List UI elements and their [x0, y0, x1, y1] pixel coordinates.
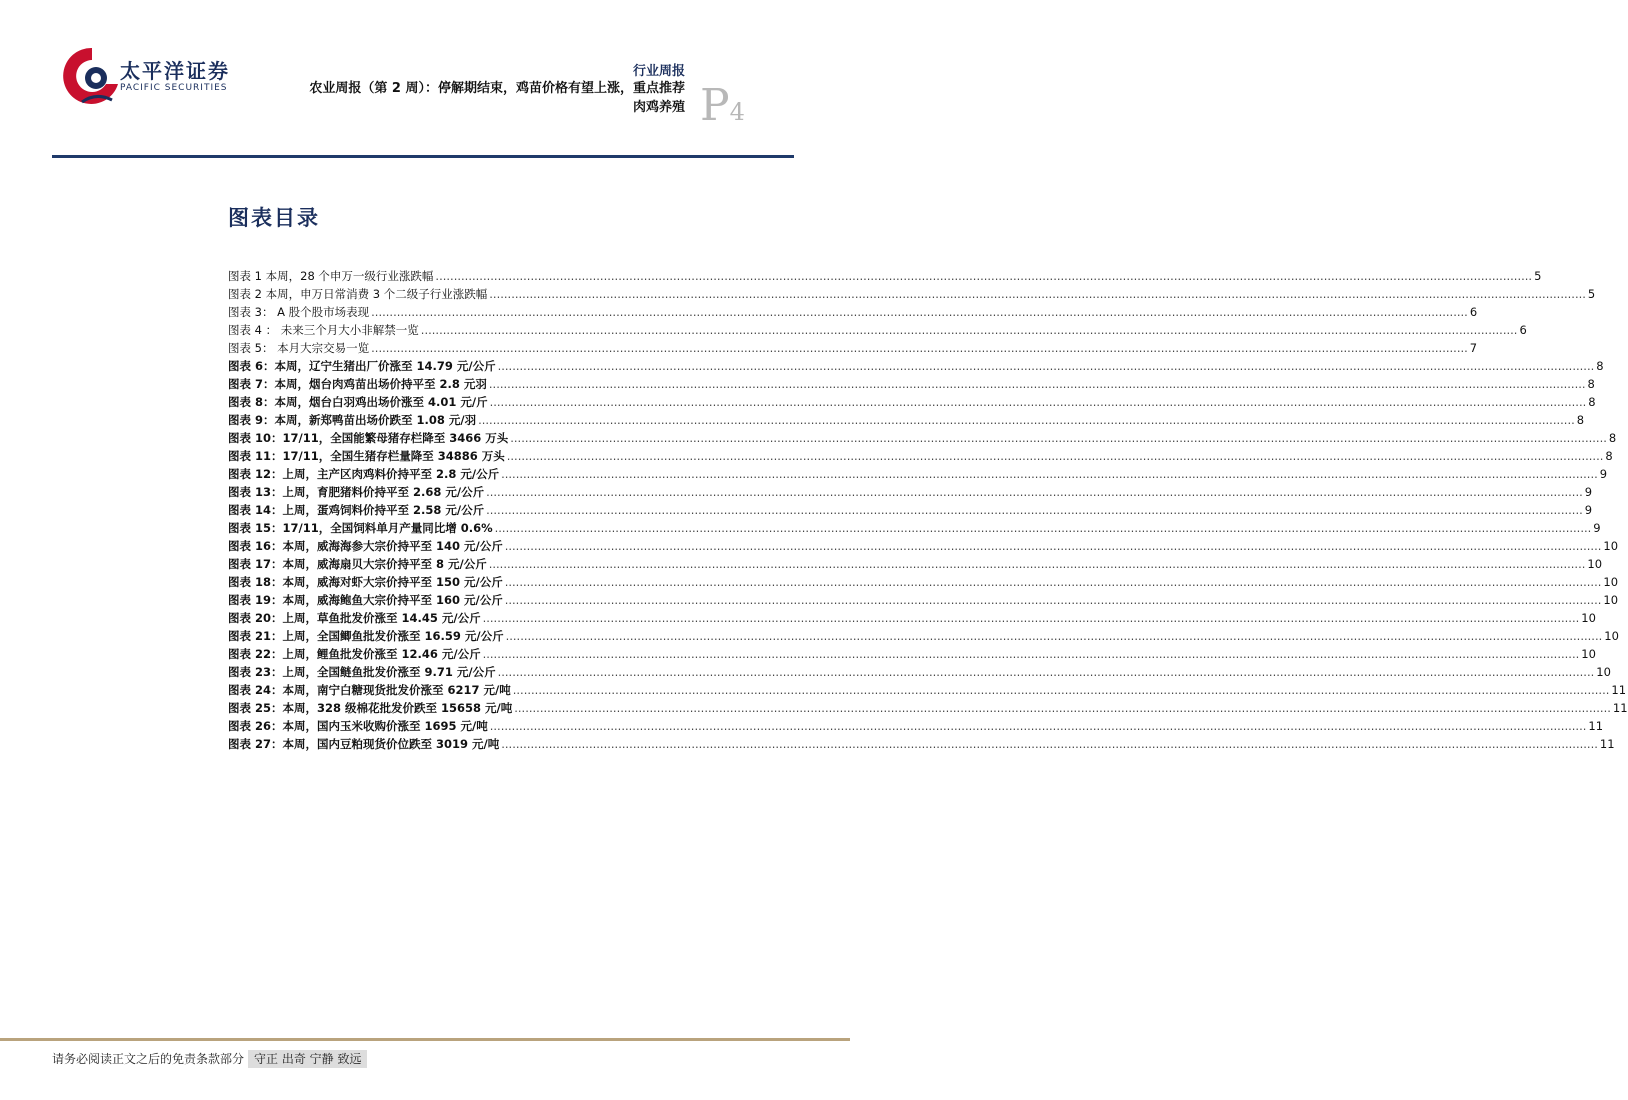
toc-entry-leader: ............................................................................................................................................................................................................................................................................................................	[435, 269, 1533, 283]
toc-entry-page: 8	[1588, 395, 1596, 409]
toc-entry-leader: ............................................................................................................................................................................................................................................................................................................	[506, 449, 1604, 463]
toc-entry-leader: ............................................................................................................................................................................................................................................................................................................	[489, 719, 1587, 733]
toc-entry[interactable]	[228, 448, 1613, 466]
toc-entry-leader: ............................................................................................................................................................................................................................................................................................................	[510, 431, 1607, 445]
toc-entry-leader: ............................................................................................................................................................................................................................................................................................................	[505, 629, 1603, 643]
toc-entry-page: 6	[1519, 323, 1527, 337]
page-number	[700, 80, 745, 131]
toc-entry-leader: ............................................................................................................................................................................................................................................................................................................	[371, 305, 1468, 319]
toc-entry-page: 9	[1599, 467, 1608, 481]
toc-entry-label: 图表 25：本周，328 级棉花批发价跌至 15658 元/吨	[228, 701, 513, 715]
toc-entry-leader: ............................................................................................................................................................................................................................................................................................................	[497, 359, 1595, 373]
toc-entry-label: 图表 6：本周，辽宁生猪出厂价涨至 14.79 元/公斤	[228, 359, 496, 373]
toc-entry-label: 图表 15：17/11，全国饲料单月产量同比增 0.6%	[228, 521, 493, 535]
footer-motto: 守正 出奇 宁静 致远	[248, 1050, 367, 1068]
toc-entry-label: 图表 16：本周，威海海参大宗价持平至 140 元/公斤	[228, 539, 503, 553]
toc-entry-leader: ............................................................................................................................................................................................................................................................................................................	[489, 287, 1586, 301]
toc-entry-label: 图表 20：上周，草鱼批发价涨至 14.45 元/公斤	[228, 611, 481, 625]
toc-entry[interactable]	[228, 502, 1593, 520]
page-prefix: P	[700, 80, 730, 131]
footer-disclaimer: 请务必阅读正文之后的免责条款部分	[52, 1052, 245, 1066]
toc-entry-leader: ............................................................................................................................................................................................................................................................................................................	[501, 467, 1598, 481]
toc-entry-page: 10	[1603, 593, 1619, 607]
toc-entry-label: 图表 3： A 股个股市场表现	[228, 305, 370, 319]
toc-entry-label: 图表 26：本周，国内玉米收购价涨至 1695 元/吨	[228, 719, 488, 733]
toc-entry-page: 8	[1576, 413, 1585, 427]
toc-entry-label: 图表 27：本周，国内豆粕现货价位跌至 3019 元/吨	[228, 737, 500, 751]
toc-entry[interactable]	[228, 430, 1617, 448]
toc-entry-page: 10	[1581, 611, 1596, 625]
toc-entry-leader: ............................................................................................................................................................................................................................................................................................................	[512, 683, 1610, 697]
toc-entry[interactable]	[228, 574, 1619, 592]
report-type: 行业周报	[632, 64, 685, 79]
toc-entry[interactable]	[228, 556, 1603, 574]
toc-entry-label: 图表 10：17/11，全国能繁母猪存栏降至 3466 万头	[228, 431, 509, 445]
toc-entry-label: 图表 12：上周，主产区肉鸡料价持平至 2.8 元/公斤	[228, 467, 500, 481]
toc-entry-page: 11	[1612, 701, 1628, 715]
toc-entry-page: 11	[1599, 737, 1615, 751]
toc-entry-page: 8	[1608, 431, 1617, 445]
toc-entry-leader: ............................................................................................................................................................................................................................................................................................................	[482, 647, 1580, 661]
toc-entry[interactable]	[228, 484, 1593, 502]
toc-entry-leader: ............................................................................................................................................................................................................................................................................................................	[501, 737, 1598, 751]
toc-entry-label: 图表 7：本周，烟台肉鸡苗出场价持平至 2.8 元羽	[228, 377, 487, 391]
toc-entry-leader: ............................................................................................................................................................................................................................................................................................................	[420, 323, 1518, 337]
toc-entry[interactable]	[228, 466, 1608, 484]
toc-entry-page: 10	[1581, 647, 1596, 661]
footer-divider	[0, 1038, 850, 1041]
brand-name-cn: 太平洋证券	[120, 59, 230, 83]
report-title-line2: 肉鸡养殖	[632, 100, 685, 115]
toc-entry[interactable]	[228, 700, 1628, 718]
toc-entry-label: 图表 4 ： 未来三个月大小非解禁一览	[228, 323, 419, 337]
toc-entry[interactable]	[228, 358, 1604, 376]
toc-entry-page: 6	[1469, 305, 1478, 319]
toc-entry-leader: ............................................................................................................................................................................................................................................................................................................	[514, 701, 1611, 715]
toc-entry-label: 图表 2 本周，申万日常消费 3 个二级子行业涨跌幅	[228, 287, 488, 301]
toc-entry-page: 5	[1534, 269, 1542, 283]
brand	[120, 60, 230, 93]
toc-entry-page: 10	[1603, 575, 1619, 589]
toc-entry-page: 10	[1604, 629, 1619, 643]
toc-entry-leader: ............................................................................................................................................................................................................................................................................................................	[489, 395, 1587, 409]
toc-entry-page: 8	[1596, 359, 1604, 373]
toc-entry-page: 10	[1587, 557, 1603, 571]
toc-entry[interactable]	[228, 304, 1478, 322]
toc-entry-label: 图表 22：上周，鲤鱼批发价涨至 12.46 元/公斤	[228, 647, 481, 661]
toc-entry[interactable]	[228, 736, 1615, 754]
toc-entry-page: 11	[1588, 719, 1604, 733]
toc-entry[interactable]	[228, 340, 1478, 358]
toc-entry-label: 图表 13：上周，育肥猪料价持平至 2.68 元/公斤	[228, 485, 485, 499]
page-number-value: 4	[729, 98, 745, 126]
toc-entry-label: 图表 1 本周，28 个申万一级行业涨跌幅	[228, 269, 434, 283]
toc-entry[interactable]	[228, 520, 1601, 538]
toc-entry[interactable]	[228, 322, 1527, 340]
toc-entry[interactable]	[228, 628, 1619, 646]
toc-entry[interactable]	[228, 394, 1596, 412]
brand-name-en: PACIFIC SECURITIES	[120, 83, 228, 93]
toc-entry-label: 图表 11：17/11，全国生猪存栏量降至 34886 万头	[228, 449, 505, 463]
toc-entry[interactable]	[228, 286, 1596, 304]
toc-entry-label: 图表 14：上周，蛋鸡饲料价持平至 2.58 元/公斤	[228, 503, 485, 517]
toc-entry-leader: ............................................................................................................................................................................................................................................................................................................	[482, 611, 1580, 625]
toc-entry-page: 5	[1587, 287, 1596, 301]
toc-entry-leader: ............................................................................................................................................................................................................................................................................................................	[478, 413, 1575, 427]
toc-entry-leader: ............................................................................................................................................................................................................................................................................................................	[504, 539, 1602, 553]
toc-entry-label: 图表 18：本周，威海对虾大宗价持平至 150 元/公斤	[228, 575, 503, 589]
toc-entry[interactable]	[228, 268, 1542, 286]
toc-entry[interactable]	[228, 718, 1604, 736]
toc-entry-label: 图表 8：本周，烟台白羽鸡出场价涨至 4.01 元/斤	[228, 395, 488, 409]
toc-entry-page: 9	[1584, 485, 1593, 499]
toc-entry-label: 图表 23：上周，全国鲢鱼批发价涨至 9.71 元/公斤	[228, 665, 496, 679]
toc-entry-leader: ............................................................................................................................................................................................................................................................................................................	[488, 377, 1586, 391]
toc-entry-page: 11	[1611, 683, 1627, 697]
toc-entry-page: 10	[1603, 539, 1619, 553]
toc-entry[interactable]	[228, 682, 1627, 700]
toc-entry-page: 8	[1587, 377, 1595, 391]
toc-entry-page: 10	[1596, 665, 1611, 679]
toc-entry[interactable]	[228, 592, 1619, 610]
toc-list	[228, 268, 1628, 754]
footer	[52, 1050, 367, 1067]
toc-entry-leader: ............................................................................................................................................................................................................................................................................................................	[504, 593, 1602, 607]
header-divider	[52, 155, 794, 158]
toc-entry-leader: ............................................................................................................................................................................................................................................................................................................	[371, 341, 1468, 355]
toc-entry[interactable]	[228, 538, 1619, 556]
toc-entry[interactable]	[228, 664, 1611, 682]
pacific-securities-logo-icon	[62, 44, 122, 108]
toc-entry-leader: ............................................................................................................................................................................................................................................................................................................	[486, 503, 1583, 517]
report-title-line1: 农业周报（第 2 周）：停解期结束，鸡苗价格有望上涨，重点推荐	[309, 81, 685, 96]
toc-entry-page: 9	[1584, 503, 1593, 517]
toc-entry-leader: ............................................................................................................................................................................................................................................................................................................	[488, 557, 1586, 571]
toc-entry-leader: ............................................................................................................................................................................................................................................................................................................	[504, 575, 1602, 589]
toc-entry[interactable]	[228, 610, 1596, 628]
toc-entry[interactable]	[228, 412, 1585, 430]
toc-entry-label: 图表 24：本周，南宁白糖现货批发价涨至 6217 元/吨	[228, 683, 511, 697]
toc-entry[interactable]	[228, 646, 1596, 664]
toc-entry-page: 8	[1605, 449, 1613, 463]
toc-entry-leader: ............................................................................................................................................................................................................................................................................................................	[494, 521, 1592, 535]
toc-entry-label: 图表 21：上周，全国鲫鱼批发价涨至 16.59 元/公斤	[228, 629, 504, 643]
toc-entry-page: 7	[1469, 341, 1478, 355]
toc-entry-label: 图表 9：本周，新郑鸭苗出场价跌至 1.08 元/羽	[228, 413, 477, 427]
toc-entry-page: 9	[1593, 521, 1601, 535]
report-title	[255, 79, 685, 117]
toc-entry-label: 图表 5： 本月大宗交易一览	[228, 341, 370, 355]
toc-entry-label: 图表 17：本周，威海扇贝大宗价持平至 8 元/公斤	[228, 557, 487, 571]
toc-entry-leader: ............................................................................................................................................................................................................................................................................................................	[486, 485, 1583, 499]
toc-heading: 图表目录	[228, 206, 320, 230]
toc-entry[interactable]	[228, 376, 1595, 394]
toc-entry-label: 图表 19：本周，威海鲍鱼大宗价持平至 160 元/公斤	[228, 593, 503, 607]
toc-entry-leader: ............................................................................................................................................................................................................................................................................................................	[497, 665, 1595, 679]
